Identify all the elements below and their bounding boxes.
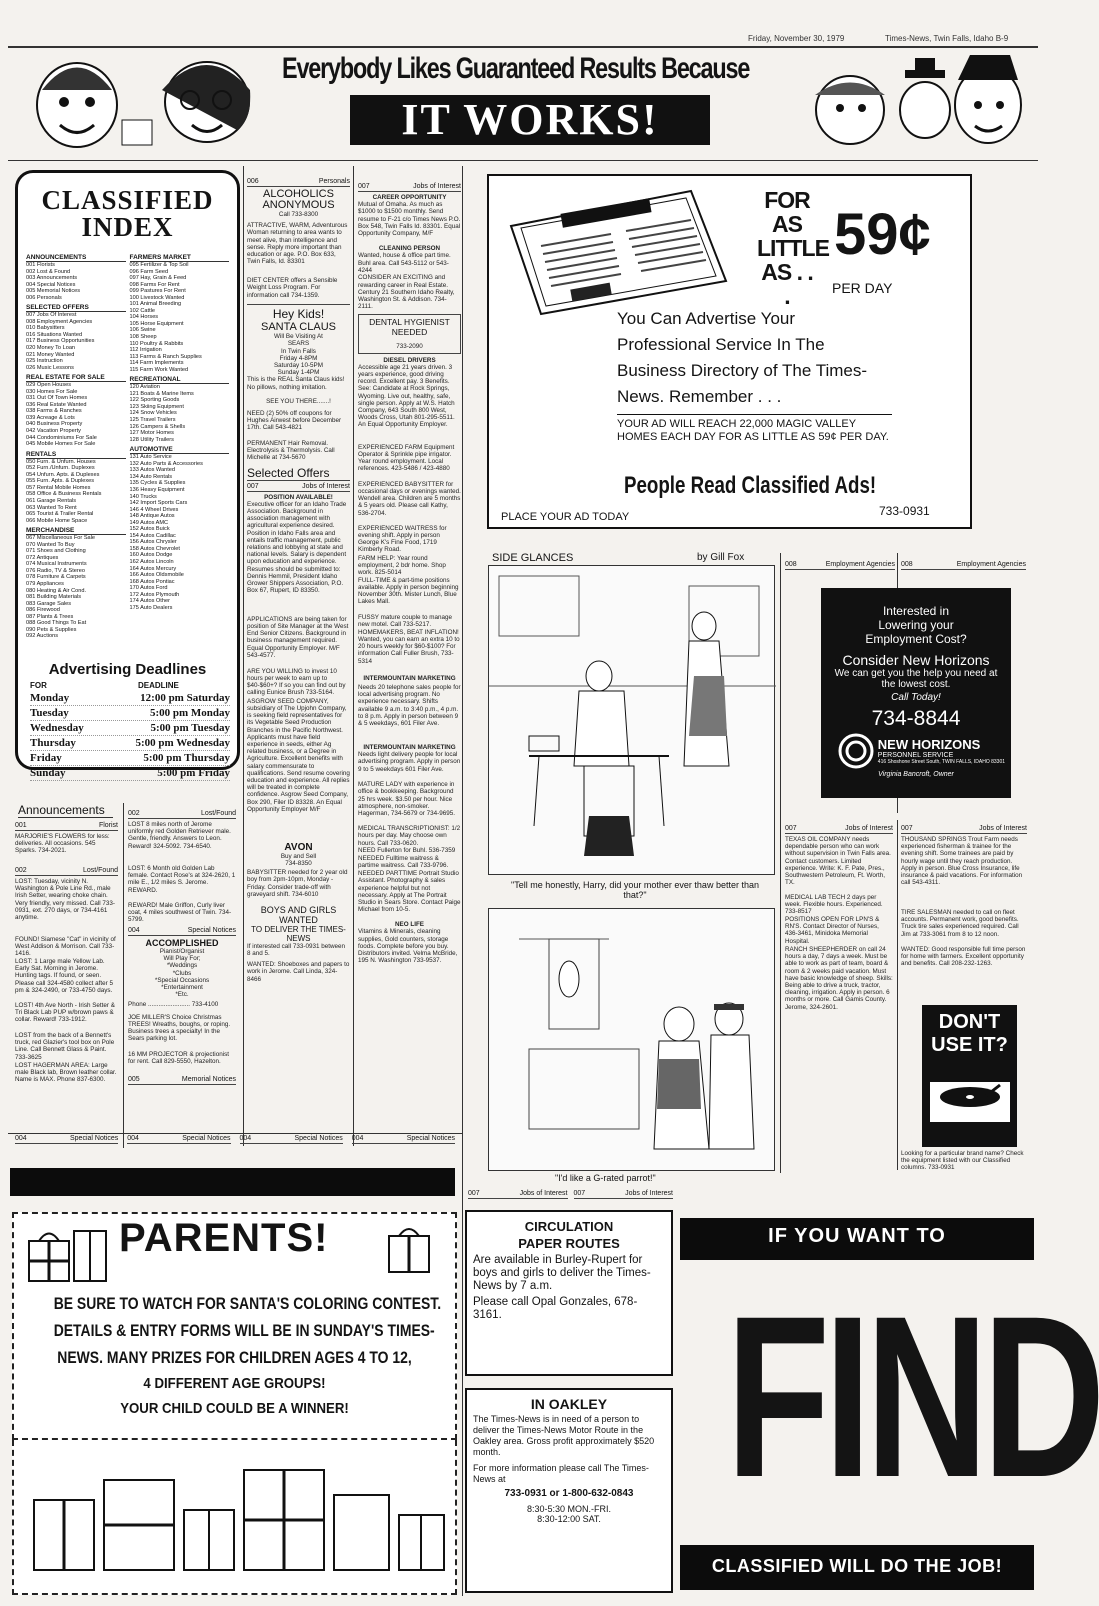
personal-ad-text: DIET CENTER offers a Sensible Weight Loss Program. For information call 734-1359. — [247, 277, 338, 299]
index-item: 102 Cattle — [129, 307, 155, 314]
santa-line: In Twin Falls — [281, 347, 316, 355]
cartoon-title: SIDE GLANCES — [492, 552, 574, 564]
horizon-logo-icon — [838, 733, 874, 769]
index-col-right — [130, 251, 230, 640]
index-item: 002 Lost & Found — [26, 268, 71, 275]
index-item: 026 Music Lessons — [26, 364, 74, 371]
banner-main: IT WORKS! — [350, 95, 710, 145]
job-ad-text: Vitamins & Minerals, cleaning supplies, Gold counters, storage foods. Complete before you buy. Distributors invited. Velma McBride, 195 N. Washington 733-9537. — [358, 928, 458, 965]
special-notices-headers — [15, 1135, 455, 1146]
index-item: 099 Pastures For Rent — [129, 288, 186, 295]
per-day: PER DAY — [832, 280, 893, 296]
index-item: 061 Garage Rentals — [26, 497, 77, 504]
accomplished-lines — [128, 948, 236, 998]
index-item: 038 Farms & Ranches — [26, 408, 82, 415]
deadline-time: 5:00 pm Wednesday — [135, 737, 230, 749]
index-item: 008 Employment Agencies — [26, 318, 93, 325]
accomplished-line: Will Play For; — [163, 955, 201, 963]
index-item: 006 Personals — [26, 294, 62, 301]
gift-icon — [24, 1216, 114, 1286]
deadline-row — [30, 736, 230, 751]
people-read: People Read Classified Ads! — [624, 472, 877, 499]
index-item: 134 Auto Rentals — [129, 473, 173, 480]
deadline-day: Monday — [30, 692, 70, 704]
alcoholics-call: Call 733-8300 — [278, 211, 319, 218]
accomplished-phone: Phone ........................ 733-4100 — [128, 1001, 219, 1009]
index-item: 149 Autos AMC — [129, 519, 169, 526]
deadline-row — [30, 691, 230, 706]
index-item: 095 Fertilizer & Top Soil — [129, 262, 189, 268]
index-item: 097 Hay, Grain & Feed — [129, 275, 187, 282]
find-big-text: FIND — [726, 1268, 1099, 1525]
alcoholics-title: ALCOHOLICS ANONYMOUS — [262, 188, 335, 211]
index-item: 040 Business Property — [26, 421, 83, 428]
santa-line: Friday 4-8PM — [279, 354, 318, 362]
lost-found-text: FOUND! Siamese "Cat" in vicinity of West Addison & Morrison. Call 733-1416. — [15, 936, 116, 958]
find-big-area — [680, 1262, 1099, 1542]
index-item: 044 Condominiums For Sale — [26, 434, 97, 441]
find-top-text: IF YOU WANT TO — [768, 1225, 946, 1247]
index-item: 164 Autos Mercury — [129, 565, 177, 572]
deadline-day: Wednesday — [30, 722, 84, 734]
index-item: 115 Farm Work Wanted — [129, 366, 189, 373]
cleaning-title: CLEANING PERSON — [378, 245, 441, 253]
parents-line: YOUR CHILD COULD BE A WINNER! — [120, 1400, 349, 1417]
jobs-right-col-1: 007 Jobs of Interest TEXAS OIL COMPANY needs dependable person who can work without supervision in Twin Falls area. Contact customers. Limited experience. Write: K. F. Pate, Pres., Southwestern Petroleum, Ft. Worth, TX. MEDICAL LAB TECH 2 days per week. Flexible hours. Experienced. 733-8517 POSITIONS OPEN FOR LPN'S & RN'S. Contact Director of Nurses, 436-3461, Minidoka Memorial Hospital. RANCH SHEEPHERDER on call 24 hours a day, 7 days a week. Must be able to work as part of team, board & room & 2 weeks paid vacation. Must have basic knowledge of sheep. Skills: Being able to drive a truck, tractor, cleaning, irrigation. Apply in person. 6 months or more. Call Gamis County. Jerome, 324-2601. — [785, 825, 893, 1136]
index-item: 005 Memorial Notices — [26, 288, 81, 295]
special-notices-header: 004 Special Notices — [239, 1135, 343, 1142]
index-item: 148 Antique Autos — [129, 513, 175, 520]
job-ad-text: Needs light delivery people for local advertising program. Apply in person 9 to 5 weekdays 601 Filer Ave. — [358, 751, 461, 773]
avon-sub: Buy and Sell — [280, 852, 317, 860]
job-ad-text: EXPERIENCED BABYSITTER for occasional days or evenings wanted. Wendell area. Children are 5 months & 5 years old. Please call Kathy, 536-2704. — [358, 480, 461, 517]
lost-found-text: LOST: Tuesday, vicinity N. Washington & Pole Line Rd., male Irish Setter, wearing choke chain. Very friendly, very missed. Call 733-0931, ext. 270 days, or 734-4161 anytime. — [15, 878, 115, 922]
deadline-time: 12:00 pm Saturday — [140, 692, 230, 704]
job-ad-text: EXPERIENCED WAITRESS for evening shift. Apply in person George K's Fine Food, 1719 Kimberly Road. — [358, 524, 447, 554]
job-ad-text: RANCH SHEEPHERDER on call 24 hours a day, 7 days a week. Must be able to work as part of team, board & room & 2 weeks paid vacation. Must have basic knowledge of sheep. Skills: Being able to drive a truck, tractor, cleaning, irrigation. Apply in person. 6 months or more. Call Gamis County. Jerome, 324-2601. — [785, 946, 893, 1011]
index-item: 174 Autos Other — [129, 598, 170, 605]
place-ad: PLACE YOUR AD TODAY — [501, 511, 630, 523]
deadline-day: Sunday — [30, 767, 66, 779]
jobs-header: 007 Jobs of Interest — [247, 482, 350, 490]
deadline-row — [30, 751, 230, 766]
index-item: 168 Autos Pontiac — [129, 578, 175, 585]
index-item: 050 Furn. & Unfurn. Houses — [26, 458, 96, 465]
personals-header: 006 Personals — [247, 178, 350, 185]
index-item: 128 Utility Trailers — [129, 436, 174, 443]
index-group-heading: RECREATIONAL — [130, 376, 230, 384]
index-item: 104 Horses — [129, 314, 159, 321]
deadlines-table — [30, 691, 230, 781]
index-item: 070 Wanted To Buy — [26, 541, 75, 548]
index-group-heading: AUTOMOTIVE — [130, 446, 230, 454]
job-ad-text: Looking for a particular brand name? Check the equipment listed with our Classified columns. 733-0931 — [901, 1150, 1024, 1172]
special-notices-header: 004 Special Notices — [127, 1135, 231, 1142]
parents-line: NEWS. MANY PRIZES FOR CHILDREN AGES 4 TO 12, — [57, 1348, 412, 1367]
job-ad-text: ARE YOU WILLING to invest 10 hours per week to earn up to $40-$60+? If so you can find out by calling Eunice Brush 733-5164. — [247, 667, 346, 697]
job-ad-text: FULL-TIME & part-time positions available. Apply in person beginning November 30th. Mister Lunch, Blue Lakes Mall. — [358, 576, 459, 606]
date-line: Friday, November 30, 1979 — [748, 34, 845, 43]
cartoon-byline: by Gill Fox — [697, 552, 745, 563]
job-ad-text: Accessible age 21 years driven. 3 years experience, good driving record. Excellent pay. 3 Benefits. See: Candidate at Rock Springs, Wyoming. Live out, healthy, safe, single person. Apply at W.S. Hatch Company, 643 South 800 West, Woods Cross, Utah 801-295-5511. An Equal Opportunity Employer. — [358, 363, 455, 429]
accomplished-line: *Etc. — [175, 991, 189, 999]
black-banner — [10, 1168, 455, 1196]
for-as-little-as: FOR AS LITTLE AS . . . — [757, 187, 829, 309]
announcements-column: 001 Florist MARJORIE'S FLOWERS for less: deliveries. All occasions. 545 Sparks. 734-2021. 002 Lost/Found LOST: Tuesday, vicinity N. Washington & Pole Line Rd., male Irish Setter, wearing choke chain. Very friendly, very missed. Call 733-0931, ext. 270 days, or 734-4161 anytime. FOUND! Siamese "Cat" in vicinity of West Addison & Morrison. Call 733-1416. LOST: 1 Large male Yellow Lab. Early Sat. Morning in Jerome. Hunting tags. If found, or seen. Please call 324-4580 collect after 5 pm & 324-2490, or 733-4750 days. LOST! 4th Ave North - Irish Setter & Tri Black Lab PUP w/brown paws & collar. Reward! 733-1912. LOST from the back of a Bennett's truck, red Glazier's tool box on Pole Line. Call Bennett Glass & Paint. 733-3625 LOST HAGERMAN AREA: Large male Black lab, Brown leather collar. Name is MAX. Phone 837-6300. — [15, 822, 118, 1092]
index-item: 036 Real Estate Wanted — [26, 401, 87, 408]
index-item: 039 Acreage & Lots — [26, 414, 75, 421]
newspaper-illustration — [501, 186, 731, 316]
santa-sign: SEE YOU THERE.......! — [266, 398, 331, 406]
santa-line: SEARS — [287, 340, 310, 348]
job-ad-text: NEEDED PARTTIME Portrait Studio Assistant. Photography & sales experience helpful but not necessary. Apply at The Portrait Studio in Sears Store. Contact Paige Michael from 10-5. — [358, 870, 461, 914]
job-ad-text: TIRE SALESMAN needed to call on fleet accounts. Permanent work, good benefits. Truck tire sales experienced required. Call Jim at 733-3061 from 8 to 12 noon. — [901, 909, 1019, 938]
deadline-row — [30, 766, 230, 781]
job-ad-text: POSITIONS OPEN FOR LPN'S & RN'S. Contact Director of Nurses, 436-3461, Minidoka Memorial Hospital. — [785, 916, 880, 945]
special-notices-header: 004 Special Notices — [351, 1135, 455, 1142]
index-item: 072 Antiques — [26, 554, 59, 561]
index-item: 030 Homes For Sale — [26, 388, 78, 395]
index-item: 120 Aviation — [129, 384, 160, 391]
job-ad-text: TEXAS OIL COMPANY needs dependable person who can work without supervision in Twin Falls area. Contact customers. Limited experience. Write: K. F. Pate, Pres., Southwestern Petroleum, Ft. Worth, TX. — [785, 836, 891, 887]
oakley-ad: IN OAKLEY The Times-News is in need of a person to deliver the Times-News Motor Route in the Oakley area. Gross profit approximately $520 month. For more information please call The Times-News at 733-0931 or 1-800-632-0843 8:30-5:30 MON.-FRI. 8:30-12:00 SAT. — [465, 1388, 673, 1593]
job-ad-text: MATURE LADY with experience in office & bookkeeping. Background 25 hrs week. $3.50 per hour. Nice atmosphere, non-smoker. Hagerman, 734-5679 or 734-9695. — [358, 781, 455, 818]
index-item: 170 Autos Ford — [129, 585, 168, 592]
deadline-row — [30, 706, 230, 721]
index-group-heading: MERCHANDISE — [26, 527, 126, 535]
lost-found-text: LOST HAGERMAN AREA: Large male Black lab, Brown leather collar. Name is MAX. Phone 837-6300. — [15, 1062, 117, 1084]
index-item: 001 Florists — [26, 262, 55, 268]
lost-found-text: LOST: 1 Large male Yellow Lab. Early Sat. Morning in Jerome. Hunting tags. If found, or seen. Please call 324-4580 collect after 5 pm & 324-2490, or 733-4750 days. — [15, 958, 114, 994]
index-col-left — [26, 251, 126, 640]
circulation-ad: CIRCULATION PAPER ROUTES Are available in Burley-Rupert for boys and girls to deliver the Times-News by 7 a.m. Please call Opal Gonzales, 678-3161. — [465, 1210, 673, 1376]
index-item: 098 Farms For Rent — [129, 281, 180, 288]
deadline-time: 5:00 pm Thursday — [143, 752, 230, 764]
index-item: 078 Furniture & Carpets — [26, 574, 86, 581]
lostfound-column: 002 Lost/Found LOST 8 miles north of Jerome uniformly red Golden Retriever male. Gentle, friendly. Answers to Leon. Reward! 324-5092. 734-6540. LOST: 6 Month old Golden Lab female. Contact Rose's at 324-2620, 1 mile E., 1/2 miles S. Jerome. REWARD. REWARD! Male Griffon, Curly liver coat, 4 miles southwest of Twin. 734-5799. 004 Special Notices ACCOMPLISHED Pianist/Organist Will Play For; *Weddings *Clubs *Special Occasions *Entertainment *Etc. Phone ........................ 733-4100 JOE MILLER'S Choice Christmas TREES! Wreaths, boughs, or roping. Business trees a specialty! In the Sears parking lot. 16 MM PROJECTOR & projectionist for rent. Call 829-5550, Hazelton. 005 Memorial Notices — [128, 810, 236, 1083]
index-item: 133 Autos Wanted — [129, 467, 176, 474]
index-item: 142 Import Sports Cars — [129, 500, 188, 507]
boys-title: BOYS AND GIRLS WANTED — [260, 905, 337, 926]
avon-title: AVON — [284, 841, 313, 853]
job-ad-text: HOMEMAKERS, BEAT INFLATION! Wanted, you can earn an extra 10 to 20 hours weekly for $60-$100? For information Call Fuller Brush, 733-5314 — [358, 628, 460, 665]
job-ad-text: THOUSAND SPRINGS Trout Farm needs experienced fisherman & trainee for the evening shift. Some trainees are paid by hourly wage until they reach production. Apply in person. Blue Cross Insurance, life insurance & paid vacations. For information call 543-4311. — [901, 836, 1023, 887]
personal-ad-text: PERMANENT Hair Removal. Electrolysis & Thermolysis. Call Michelle at 734-5670 — [247, 439, 335, 462]
index-item: 135 Cycles & Supplies — [129, 480, 186, 487]
cartoon-panel-1 — [488, 565, 775, 875]
index-item: 158 Autos Chevrolet — [129, 545, 180, 552]
deadline-day: Thursday — [30, 737, 76, 749]
lost-found-text: LOST from the back of a Bennett's truck, red Glazier's tool box on Pole Line. Call Bennett Glass & Paint. 733-3625 — [15, 1032, 115, 1061]
accomplished-title: ACCOMPLISHED — [145, 938, 219, 948]
santa-line: Sunday 1-4PM — [277, 369, 320, 377]
position-title: POSITION AVAILABLE! — [264, 493, 333, 501]
ad-phone: 733-0931 — [879, 504, 930, 518]
index-item: 106 Swine — [129, 327, 156, 334]
santa-line: Saturday 10-5PM — [273, 362, 323, 370]
index-item: 021 Money Wanted — [26, 351, 75, 358]
index-item: 074 Musical Instruments — [26, 561, 87, 568]
index-item: 052 Furn./Unfurn. Duplexes — [26, 465, 95, 472]
agency-header-1: 008 Employment Agencies — [785, 561, 895, 568]
index-item: 054 Unfurn. Apts. & Duplexes — [26, 471, 100, 478]
personals-column — [247, 178, 350, 983]
banner-top: Everybody Likes Guaranteed Results Because — [282, 52, 750, 85]
index-item: 025 Instruction — [26, 358, 63, 365]
cartoon-caption-2: "I'd like a G-rated parrot!" — [555, 1173, 656, 1183]
index-columns — [18, 243, 237, 640]
index-item: 156 Autos Chrysler — [129, 539, 177, 546]
job-ad-text: MEDICAL LAB TECH 2 days per week. Flexible hours. Experienced. 733-8517 — [785, 894, 883, 916]
neolife-title: NEO LIFE — [394, 921, 425, 929]
index-item: 124 Snow Vehicles — [129, 410, 177, 417]
index-item: 162 Autos Lincoln — [129, 558, 174, 565]
job-ad-text: NEED Fullerton for Buhl. 536-7359 — [358, 847, 456, 855]
job-ad-text: WANTED: Shoeboxes and papers to work in Jerome. Call Linda, 324-8466 — [247, 961, 350, 983]
index-item: 160 Autos Dodge — [129, 552, 173, 559]
dental-ad: DENTAL HYGIENIST NEEDED 733-2090 — [358, 314, 461, 353]
index-item: 114 Farm Implements — [129, 360, 184, 367]
index-item: 063 Wanted To Rent — [26, 504, 77, 511]
job-ad-text: FARM HELP: Year round employment, 2 bdr home. Shop work. 825-5014 — [358, 554, 446, 577]
index-item: 112 Irrigation — [129, 347, 162, 354]
parents-title: PARENTS! — [119, 1216, 329, 1260]
classified-index-box — [15, 170, 240, 779]
index-item: 086 Firewood — [26, 607, 60, 614]
index-item: 123 Skiing Equipment — [129, 403, 184, 410]
find-bottom-text: CLASSIFIED WILL DO THE JOB! — [711, 1556, 1003, 1576]
new-horizons-line: Lowering your — [878, 618, 954, 632]
jobs-column — [358, 183, 461, 972]
boys-call: If interested call 733-0931 between 8 and 5. — [247, 943, 346, 958]
job-ad-text: BABYSITTER needed for 2 year old boy from 2pm-10pm, Monday - Friday. Consider trade-off with graveyard shift. 734-6010 — [247, 869, 348, 898]
jobs-header: 007 Jobs of Interest — [358, 183, 461, 190]
special-notices-header: 004 Special Notices — [15, 1135, 119, 1142]
index-item: 090 Pets & Supplies — [26, 626, 77, 633]
career-title: CAREER OPPORTUNITY — [372, 194, 447, 201]
santa-ad: Hey Kids! SANTA CLAUS Will Be Visiting At SEARS In Twin Falls Friday 4-8PM Saturday 10-5PM Sunday 1-4PM — [247, 304, 350, 376]
accomplished-line: *Entertainment — [161, 984, 203, 992]
job-ad-text: MEDICAL TRANSCRIPTIONIST: 1/2 hours per day. May choose own hours. Call 733-0620. — [358, 825, 461, 847]
index-item: 140 Trucks — [129, 493, 157, 500]
presents-illustration — [12, 1440, 457, 1595]
index-item: 113 Farms & Ranch Supplies — [129, 353, 202, 360]
index-item: 131 Auto Service — [129, 454, 172, 461]
diesel-title: DIESEL DRIVERS — [383, 356, 436, 364]
index-item: 172 Autos Plymouth — [129, 591, 180, 598]
index-item: 083 Garage Sales — [26, 600, 72, 607]
deadline-time: 5:00 pm Monday — [149, 707, 230, 719]
lost-found-text: REWARD! Male Griffon, Curly liver coat, 4 miles southwest of Twin. 734-5799. — [128, 902, 232, 924]
record-player-icon — [922, 1057, 1017, 1137]
accomplished-line: Pianist/Organist — [159, 948, 205, 955]
job-ad-text: Executive officer for an Idaho Trade Association. Background in association management with agricultural experience desired. Position in Idaho Falls area and entails traffic management, public relations and lobbying at state and national levels. Salary is dependent upon education and experience. Resumes should be submitted to: Dennis Hemmil, President Idaho Grower Shippers Association, P.O. Box 67, Rupert, ID 83350. — [247, 500, 347, 595]
lost-found-text: LOST 8 miles north of Jerome uniformly red Golden Retriever male. Gentle, friendly. Answers to Leon. Reward! 324-5092. 734-6540. — [128, 821, 231, 850]
cartoon-caption-1: "Tell me honestly, Harry, did your mother ever thaw better than that?" — [511, 880, 759, 900]
santa-line: Will Be Visiting At — [274, 333, 323, 341]
business-directory-ad — [487, 174, 972, 529]
announcements-title: Announcements — [18, 803, 113, 818]
dont-use-it-ad: DON'T USE IT? — [922, 1005, 1017, 1147]
paper-line: Times-News, Twin Falls, Idaho B-9 — [885, 34, 1009, 43]
index-item: 101 Animal Breeding — [129, 301, 182, 308]
new-horizons-ad: Interested in Lowering your Employment Cost? Consider New Horizons We can get you the help you need at the lowest cost. Call Today! 734-8844 NEW HORIZONS PERSONNEL SERVICE 416 Shoshone Street South, TWIN FALLS, IDAHO 83301 Virginia Bancroft, Owner — [821, 588, 1011, 798]
special-notice-text: JOE MILLER'S Choice Christmas TREES! Wreaths, boughs, or roping. Business trees a specialty! In the Sears parking lot. — [128, 1013, 231, 1043]
parents-line: 4 DIFFERENT AGE GROUPS! — [143, 1375, 326, 1392]
index-group-heading: REAL ESTATE FOR SALE — [26, 374, 126, 382]
index-item: 045 Mobile Homes For Sale — [26, 441, 96, 448]
index-item: 125 Travel Trailers — [129, 417, 176, 424]
index-item: 016 Situations Wanted — [26, 331, 83, 338]
index-item: 065 Tourist & Trailer Rental — [26, 511, 94, 518]
parents-line: DETAILS & ENTRY FORMS WILL BE IN SUNDAY'S TIMES- — [53, 1321, 435, 1340]
index-item: 110 Poultry & Rabbits — [129, 340, 184, 347]
deadline-time: 5:00 pm Friday — [157, 767, 230, 779]
new-horizons-line: Employment Cost? — [865, 632, 967, 646]
parents-body — [14, 1290, 455, 1421]
index-item: 146 4 Wheel Drives — [129, 506, 179, 513]
circulation-headers: 007 Jobs of Interest 007 Jobs of Interest — [468, 1190, 673, 1197]
index-item: 003 Announcements — [26, 275, 78, 282]
special-notice-text: 16 MM PROJECTOR & projectionist for rent. Call 829-5550, Hazelton. — [128, 1050, 230, 1065]
index-item: 042 Vacation Property — [26, 428, 81, 435]
lost-found-text: LOST! 4th Ave North - Irish Setter & Tri Black Lab PUP w/brown paws & collar. Reward! 733-1912. — [15, 1002, 115, 1024]
index-item: 092 Auctions — [26, 633, 59, 640]
job-ad-text: CONSIDER AN EXCITING and rewarding career in Real Estate. Century 21 Southern Idaho Realty, Washington St. & Addison. 734-2111. — [358, 274, 455, 311]
index-item: 152 Autos Buick — [129, 526, 170, 533]
deadlines-for: FOR — [30, 681, 47, 690]
santa-text: This is the REAL Santa Claus kids! No pillows, nothing imitation. — [247, 376, 345, 391]
job-ad-text: ASGROW SEED COMPANY, subsidiary of The Upjohn Company, is seeking field representatives for its Vegetable Seed Production Branches in the Pacific Northwest. Applicants must have field experience in seeds, either Ag related business, or a Degree in Agriculture. Excellent benefits with salary commensurate to qualifications. Send resume covering education and experience. All replies will be treated in complete confidence. Asgrow Seed Company, Box 290, Filer ID 83328. An Equal Opportunity Employer M/F — [247, 697, 350, 813]
new-horizons-line: Interested in — [882, 604, 950, 618]
index-group-heading: RENTALS — [26, 451, 126, 459]
intermountain-title: INTERMOUNTAIN MARKETING — [363, 674, 456, 682]
index-item: 067 Miscellaneous For Sale — [26, 535, 96, 542]
index-item: 066 Mobile Home Space — [26, 517, 88, 524]
index-item: 076 Radio, TV & Stereo — [26, 567, 85, 574]
job-ad-text: FUSSY mature couple to manage new motel. Call 733-5217. — [358, 613, 453, 629]
index-item: 121 Boats & Marine Items — [129, 390, 194, 397]
deadline-row — [30, 721, 230, 736]
avon-phone: 734-8350 — [285, 860, 312, 868]
index-subtitle: INDEX — [81, 212, 174, 242]
deadlines-title: Advertising Deadlines — [48, 661, 207, 678]
job-ad-text: Mutual of Omaha. As much as $1000 to $1500 monthly. Send resume to F-21 c/o Times News P.O. Box 548, Twin Falls Id. 83301. Equal Opportunity Company, M/F — [358, 201, 461, 238]
jobs-right-col-2: 007 Jobs of Interest THOUSAND SPRINGS Trout Farm needs experienced fisherman & trainee for the evening shift. Some trainees are paid by hourly wage until they reach production. Apply in person. Blue Cross Insurance, life insurance & paid vacations. For information call 543-4311. TIRE SALESMAN needed to call on fleet accounts. Permanent work, good benefits. Truck tire sales experienced required. Call Jim at 733-3061 from 8 to 12 noon. WANTED: Good responsible full time person for home with farmers. Excellent opportunity and benefits. Call 208-232-1263. — [901, 825, 1027, 982]
cartoon-panel-2 — [488, 908, 775, 1171]
index-item: 154 Autos Cadillac — [129, 532, 176, 539]
job-ad-text: Needs 20 telephone sales people for local advertising program. No experience necessary. Shifts available 9 a.m. to 3:40 p.m., 4 p.m. to 8 p.m. Apply in person between 9 & 5 weekdays, 601 Filer Ave. — [358, 684, 461, 728]
lost-found-text: LOST: 6 Month old Golden Lab female. Contact Rose's at 324-2620, 1 mile E., 1/2 miles S. Jerome. REWARD. — [128, 865, 236, 894]
index-item: 127 Motor Homes — [129, 430, 174, 437]
index-item: 080 Heating & Air Cond. — [26, 587, 87, 594]
index-item: 126 Campers & Shells — [129, 423, 186, 430]
boys-sub: TO DELIVER THE TIMES-NEWS — [251, 925, 346, 944]
job-ad-text: WANTED: Good responsible full time person for home with farmers. Excellent opportunity and benefits. Call 208-232-1263. — [901, 946, 1026, 968]
index-group-heading: ANNOUNCEMENTS — [26, 254, 126, 262]
agency-header-2: 008 Employment Agencies — [901, 561, 1026, 568]
index-item: 122 Sporting Goods — [129, 397, 180, 404]
index-group-heading: FARMERS MARKET — [130, 254, 230, 262]
index-item: 017 Business Opportunities — [26, 338, 95, 345]
announcement-text: MARJORIE'S FLOWERS for less: deliveries. All occasions. 545 Sparks. 734-2021. — [15, 833, 110, 855]
parents-ad — [12, 1212, 457, 1440]
accomplished-line: *Weddings — [166, 962, 198, 970]
personal-ad-text: NEED (2) 50% off coupons for Hughes Airwest before December 17th. Call 543-4821 — [247, 409, 342, 432]
index-item: 175 Auto Dealers — [129, 604, 173, 611]
index-item: 010 Babysitters — [26, 325, 65, 332]
index-item: 058 Office & Business Rentals — [26, 491, 102, 498]
deadline-day: Tuesday — [30, 707, 69, 719]
job-ad-text: Wanted, house & office part time. Buhl area. Call 543-5112 or 543-4244 — [358, 252, 451, 274]
reach-text: YOUR AD WILL REACH 22,000 MAGIC VALLEY HOMES EACH DAY FOR AS LITTLE AS 59¢ PER DAY. — [617, 414, 892, 444]
personal-ad-text: ATTRACTIVE, WARM, Adventurous Woman returning to area wants to meet alive, than intelligence and sense. Reply more important than education or age. P.O. Box 633, Twin Falls, Id. 83301 — [247, 222, 348, 266]
deadline-day: Friday — [30, 752, 62, 764]
job-ad-text: EXPERIENCED FARM Equipment Operator & Sprinkle pipe irrigator. Year round employment. Local references. 423-5486 / 423-4880 — [358, 443, 455, 473]
index-item: 087 Plants & Trees — [26, 613, 74, 620]
directory-body: You Can Advertise Your Professional Service In The Business Directory of The Times-News. Remember . . . — [617, 309, 868, 406]
index-item: 057 Rental Mobile Homes — [26, 484, 91, 491]
job-ad-text: APPLICATIONS are being taken for position of Site Manager at the West End Senior Citizens. Background in business management required. Equal Opportunity Employer. M/F 543-4577. — [247, 615, 349, 659]
index-item: 071 Shoes and Clothing — [26, 548, 86, 555]
index-item: 132 Auto Parts & Accessories — [129, 460, 203, 467]
index-item: 108 Sheep — [129, 334, 157, 341]
index-item: 081 Building Materials — [26, 594, 82, 601]
index-item: 004 Special Notices — [26, 281, 76, 288]
price: 59¢ — [834, 202, 931, 267]
index-item: 055 Furn. Apts. & Duplexes — [26, 478, 95, 485]
parents-line: BE SURE TO WATCH FOR SANTA'S COLORING CONTEST. — [53, 1294, 442, 1313]
index-item: 029 Open Houses — [26, 382, 72, 389]
index-item: 031 Out Of Town Homes — [26, 395, 88, 402]
index-group-heading: SELECTED OFFERS — [26, 304, 126, 312]
deadline-time: 5:00 pm Tuesday — [150, 722, 230, 734]
index-item: 105 Horse Equipment — [129, 320, 184, 327]
index-item: 020 Money To Loan — [26, 345, 76, 352]
accomplished-line: *Special Occasions — [154, 976, 210, 984]
index-item: 136 Heavy Equipment — [129, 486, 185, 493]
selected-offers-title: Selected Offers — [247, 466, 350, 481]
cartoon-characters-right — [810, 50, 1025, 150]
accomplished-line: *Clubs — [172, 969, 192, 977]
index-item: 096 Farm Seed — [129, 268, 169, 275]
index-title: CLASSIFIED — [41, 185, 214, 215]
intermountain-title: INTERMOUNTAIN MARKETING — [363, 744, 456, 752]
cartoon-characters-left — [22, 50, 262, 150]
gift-icon — [374, 1224, 444, 1274]
index-item: 166 Autos Oldsmobile — [129, 572, 184, 579]
index-item: 007 Jobs Of Interest — [26, 312, 77, 319]
index-item: 100 Livestock Wanted — [129, 294, 185, 301]
deadlines-col: DEADLINE — [138, 681, 179, 690]
index-item: 088 Good Things To Eat — [26, 620, 87, 627]
index-item: 079 Appliances — [26, 580, 64, 587]
job-ad-text: NEEDED Fulltime waitress & partime waitress. Call 733-9796. — [358, 855, 449, 870]
